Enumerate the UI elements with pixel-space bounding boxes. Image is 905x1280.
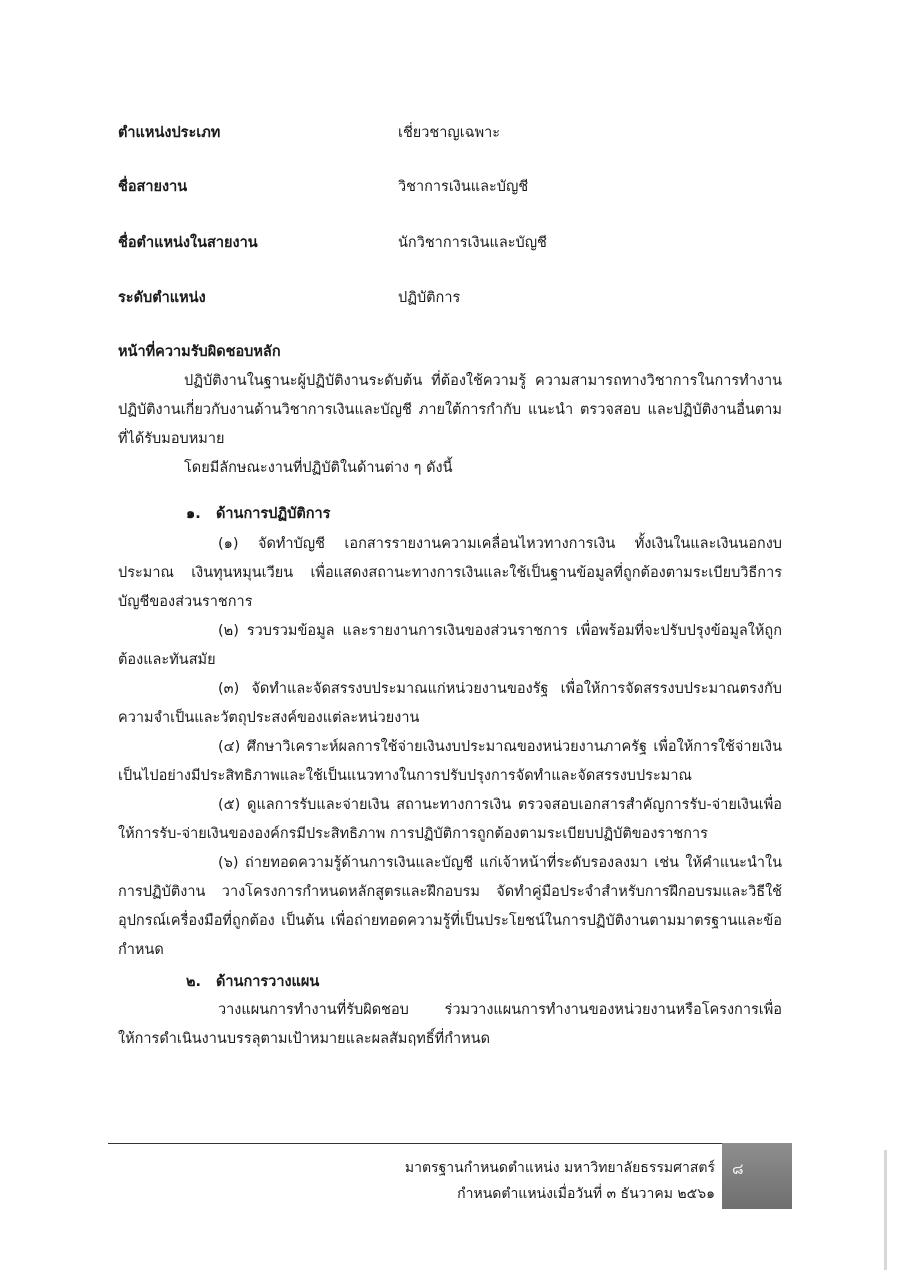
section1-item: (๔) ศึกษาวิเคราะห์ผลการใช้จ่ายเงินงบประมาณของหน่วยงานภาครัฐ เพื่อให้การใช้จ่ายเงินเป็นไปอย่างมีประสิทธิภาพและใช้เป็นแนวทางในการปรับปรุงการจัดทำและจัดสรรงบประมาณ (118, 739, 782, 784)
responsibilities-intro: ปฏิบัติงานในฐานะผู้ปฏิบัติงานระดับต้น ที่ต้องใช้ความรู้ ความสามารถทางวิชาการในการทำงาน ปฏิบัติงานเกี่ยวกับงานด้านวิชาการเงินและบัญชี ภายใต้การกำกับ แนะนำ ตรวจสอบ และปฏิบัติงานอื่นตามที่ได้รับมอบหมาย (118, 373, 782, 447)
section1-title: ด้านการปฏิบัติการ (216, 506, 331, 522)
field-value: ปฏิบัติการ (398, 290, 461, 306)
footer-line2: กำหนดตำแหน่งเมื่อวันที่ ๓ ธันวาคม ๒๕๖๑ (457, 1186, 715, 1202)
scan-edge-shadow (884, 1150, 887, 1270)
section1-item: (๕) ดูแลการรับและจ่ายเงิน สถานะทางการเงิน ตรวจสอบเอกสารสำคัญการรับ-จ่ายเงินเพื่อให้การรับ-จ่ายเงินขององค์กรมีประสิทธิภาพ การปฏิบัติการถูกต้องตามระเบียบปฏิบัติของราชการ (118, 797, 782, 842)
field-label: ชื่อตำแหน่งในสายงาน (118, 235, 258, 251)
section2-body (118, 996, 782, 1054)
field-line-name (118, 175, 818, 199)
field-value: วิชาการเงินและบัญชี (398, 179, 529, 195)
footer-line1: มาตรฐานกำหนดตำแหน่ง มหาวิทยาลัยธรรมศาสตร์ (404, 1160, 715, 1176)
section2-number: ๒. (186, 974, 202, 990)
section1-item: (๑) จัดทำบัญชี เอกสารรายงานความเคลื่อนไหวทางการเงิน ทั้งเงินในและเงินนอกงบประมาณ เงินทุนหมุนเวียน เพื่อแสดงสถานะทางการเงินและใช้เป็นฐานข้อมูลที่ถูกต้องตามระเบียบวิธีการบัญชีของส่วนราชการ (118, 536, 782, 610)
footer-divider (108, 1143, 722, 1144)
field-label: ระดับตำแหน่ง (118, 290, 206, 306)
section1-item: (๒) รวบรวมข้อมูล และรายงานการเงินของส่วนราชการ เพื่อพร้อมที่จะปรับปรุงข้อมูลให้ถูกต้องและทันสมัย (118, 623, 782, 668)
section1-number: ๑. (186, 506, 201, 522)
section2-title: ด้านการวางแผน (216, 974, 320, 990)
section1-heading (186, 502, 330, 525)
field-label: ชื่อสายงาน (118, 179, 188, 195)
field-value: นักวิชาการเงินและบัญชี (398, 235, 547, 251)
field-value: เชี่ยวชาญเฉพาะ (398, 125, 501, 141)
page-number-tab (722, 1143, 792, 1209)
responsibilities-lead: โดยมีลักษณะงานที่ปฏิบัติในด้านต่าง ๆ ดังนี้ (184, 460, 453, 476)
section2-text: วางแผนการทำงานที่รับผิดชอบ ร่วมวางแผนการทำงานของหน่วยงานหรือโครงการเพื่อให้การดำเนินงานบรรลุตามเป้าหมายและผลสัมฤทธิ์ที่กำหนด (118, 1002, 782, 1047)
page-number: ๘ (732, 1160, 744, 1178)
section2-heading (186, 970, 319, 993)
section1-item: (๖) ถ่ายทอดความรู้ด้านการเงินและบัญชี แก่เจ้าหน้าที่ระดับรองลงมา เช่น ให้คำแนะนำในการปฏิบัติงาน วางโครงการกำหนดหลักสูตรและฝึกอบรม จัดทำคู่มือประจำสำหรับการฝึกอบรมและวิธีใช้อุปกรณ์เครื่องมือที่ถูกต้อง เป็นต้น เพื่อถ่ายทอดความรู้ที่เป็นประโยชน์ในการปฏิบัติงานตามมาตรฐานและข้อกำหนด (118, 855, 782, 958)
field-label: ตำแหน่งประเภท (118, 125, 221, 141)
field-position-level (118, 286, 818, 310)
responsibilities-heading: หน้าที่ความรับผิดชอบหลัก (118, 344, 281, 360)
section1-items (118, 530, 782, 965)
field-position-type (118, 121, 818, 145)
section1-item: (๓) จัดทำและจัดสรรงบประมาณแก่หน่วยงานของรัฐ เพื่อให้การจัดสรรงบประมาณตรงกับความจำเป็นและวัตถุประสงค์ของแต่ละหน่วยงาน (118, 681, 782, 726)
field-position-name (118, 231, 818, 255)
responsibilities-block (118, 338, 782, 483)
